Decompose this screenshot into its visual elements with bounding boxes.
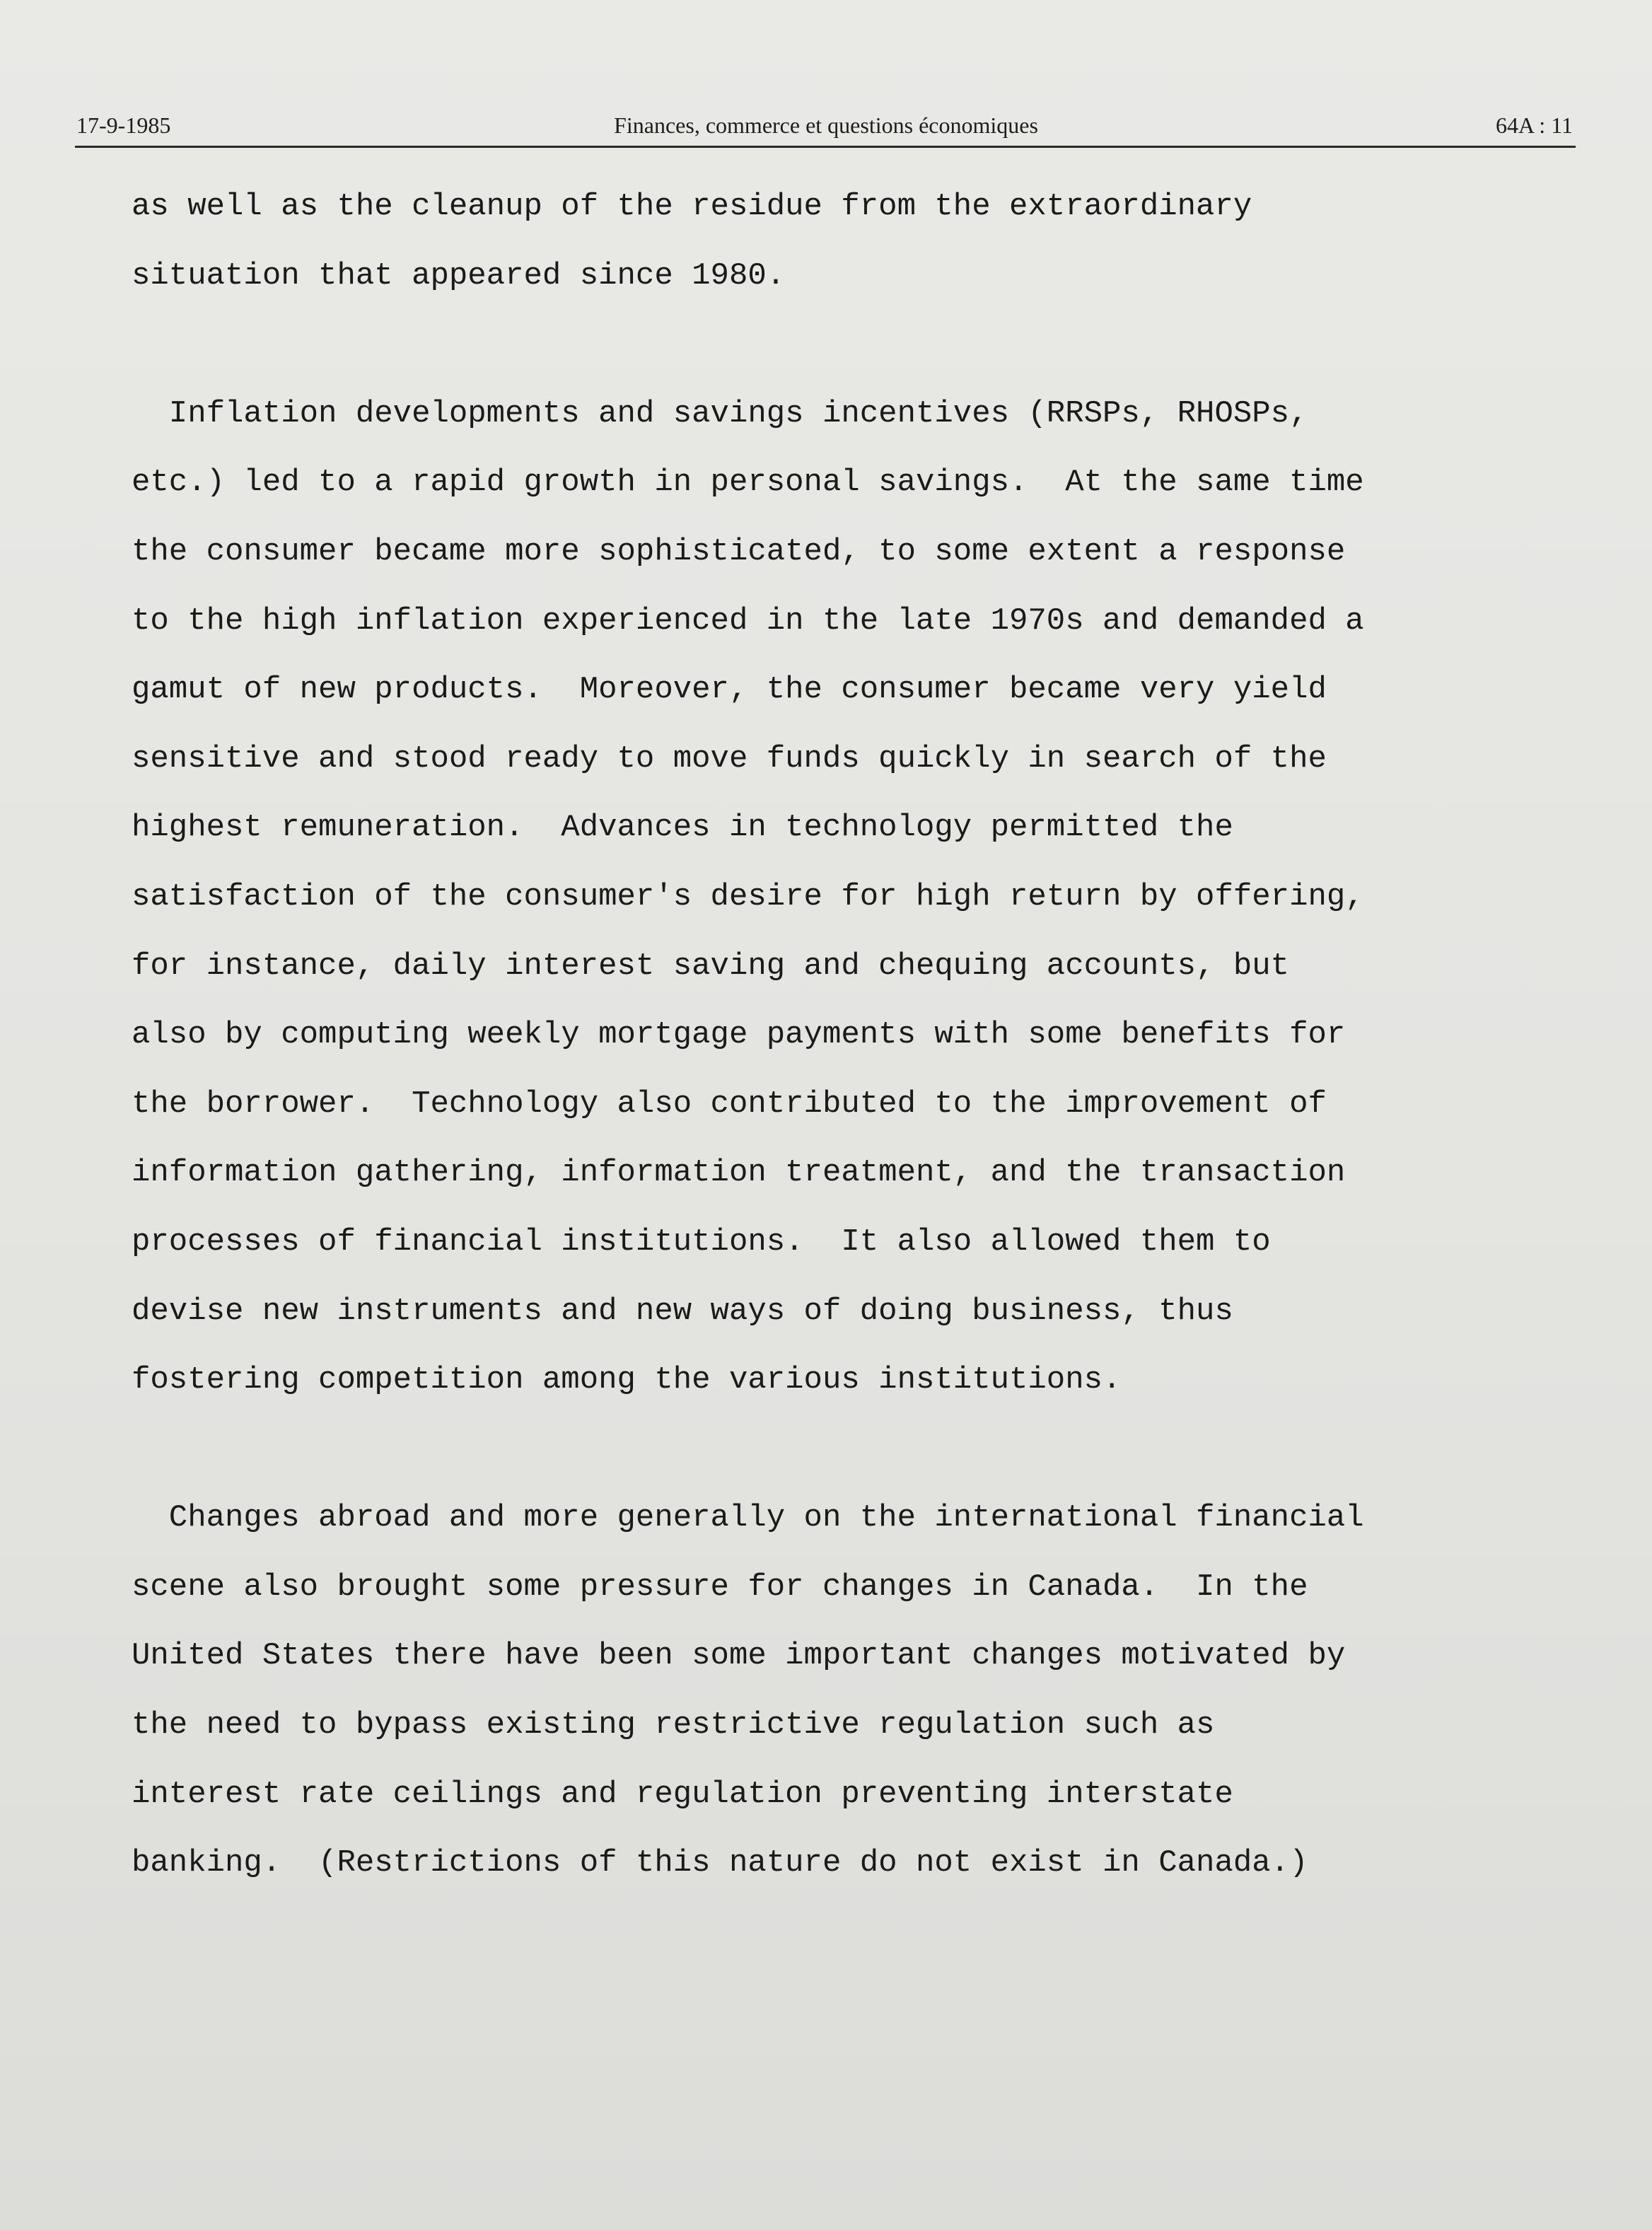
header-title: Finances, commerce et questions économiques (614, 112, 1038, 138)
text-line: information gathering, information treatment, and the transaction (132, 1155, 1346, 1191)
text-line: sensitive and stood ready to move funds quickly in search of the (132, 741, 1327, 777)
text-line: Changes abroad and more generally on the international financial (132, 1500, 1364, 1536)
text-line: as well as the cleanup of the residue from the extraordinary (132, 189, 1252, 224)
body-text (132, 185, 1546, 1911)
text-line: processes of financial institutions. It also allowed them to (132, 1224, 1271, 1260)
text-line: the consumer became more sophisticated, to some extent a response (132, 533, 1346, 569)
text-line: banking. (Restrictions of this nature do not exist in Canada.) (132, 1845, 1308, 1881)
text-line: situation that appeared since 1980. (132, 257, 786, 294)
text-line: highest remuneration. Advances in technology permitted the (132, 810, 1233, 846)
text-line: etc.) led to a rapid growth in personal savings. At the same time (132, 465, 1364, 501)
header-date: 17-9-1985 (76, 112, 171, 138)
text-line: the need to bypass existing restrictive regulation such as (132, 1707, 1215, 1743)
header-rule (75, 146, 1576, 148)
paragraph-1 (132, 185, 1546, 323)
header-page-number: 64A : 11 (1495, 112, 1573, 138)
paragraph-gap (132, 323, 1546, 393)
paragraph-2 (132, 393, 1546, 1428)
text-line: interest rate ceilings and regulation preventing interstate (132, 1776, 1233, 1812)
text-line: Inflation developments and savings incentives (RRSPs, RHOSPs, (132, 395, 1308, 431)
text-line: scene also brought some pressure for changes in Canada. In the (132, 1569, 1308, 1605)
text-line: United States there have been some important changes motivated by (132, 1638, 1346, 1674)
paragraph-3 (132, 1497, 1546, 1911)
text-line: gamut of new products. Moreover, the consumer became very yield (132, 672, 1327, 708)
text-line: for instance, daily interest saving and chequing accounts, but (132, 948, 1290, 984)
paragraph-gap (132, 1428, 1546, 1497)
running-header (76, 110, 1576, 149)
text-line: the borrower. Technology also contributed to the improvement of (132, 1086, 1327, 1122)
text-line: satisfaction of the consumer's desire for high return by offering, (132, 878, 1364, 914)
text-line: to the high inflation experienced in the late 1970s and demanded a (132, 603, 1364, 639)
text-line: also by computing weekly mortgage payments with some benefits for (132, 1017, 1346, 1053)
text-line: devise new instruments and new ways of doing business, thus (132, 1293, 1233, 1329)
text-line: fostering competition among the various institutions. (132, 1362, 1122, 1398)
